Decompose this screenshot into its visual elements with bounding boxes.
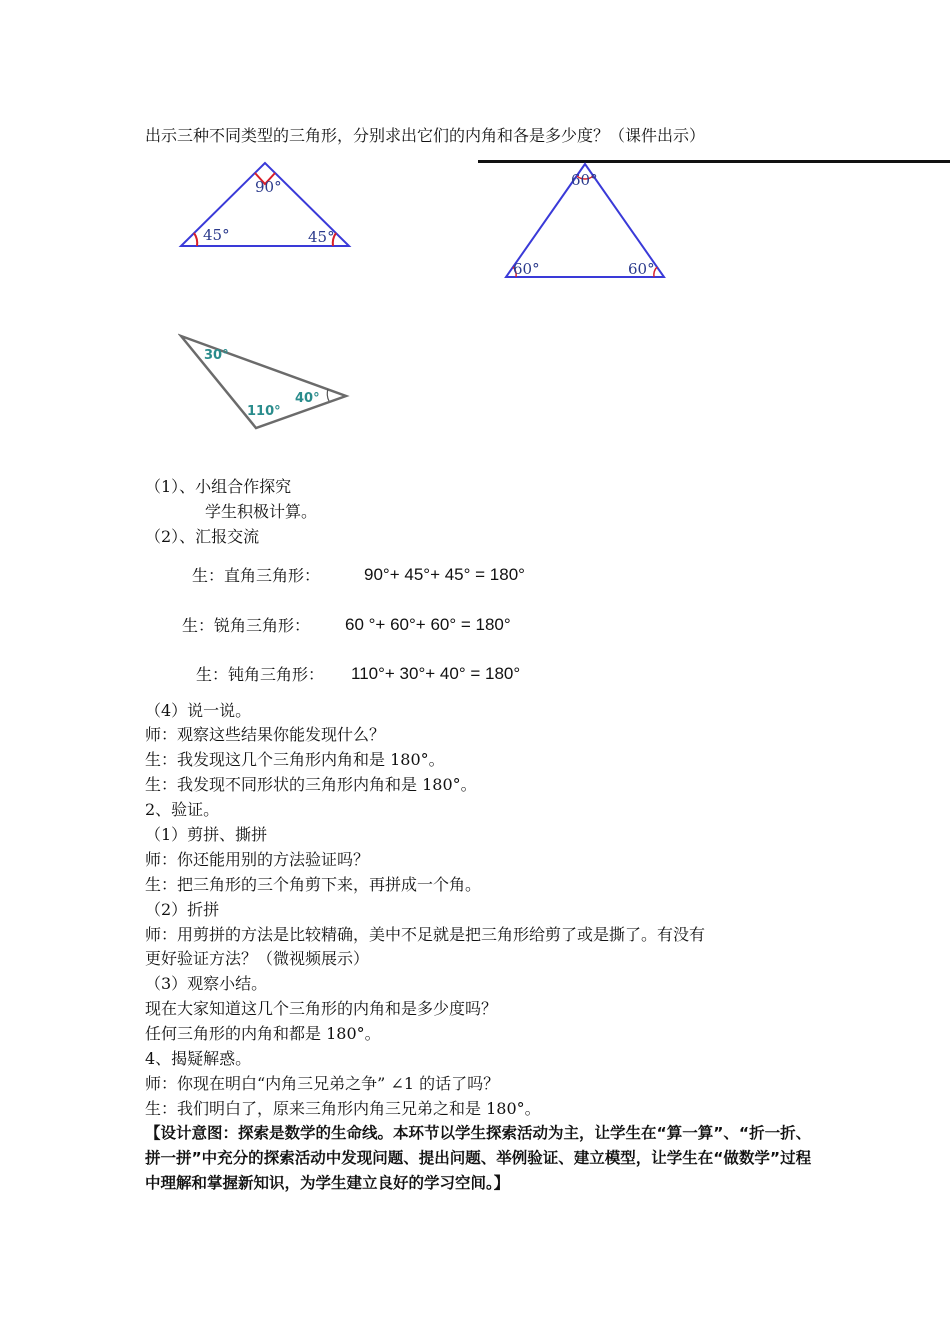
right-tri-top-label: 90° — [255, 178, 282, 196]
line-4: （4）说一说。 — [145, 701, 252, 720]
obtuse-triangle-figure — [178, 332, 350, 432]
line-2: 学生积极计算。 — [205, 502, 318, 521]
line-11: 生：把三角形的三个角剪下来，再拼成一个角。 — [145, 875, 482, 894]
right-tri-left-label: 45° — [203, 226, 230, 244]
eq2-label: 生：锐角三角形： — [182, 616, 311, 635]
eq3-label: 生：钝角三角形： — [196, 665, 325, 684]
acute-left-label: 60° — [513, 260, 540, 278]
eq2-expression: 60 °+ 60°+ 60° = 180° — [345, 615, 511, 634]
acute-triangle-figure — [498, 160, 670, 282]
line-20: 生：我们明白了，原来三角形内角三兄弟之和是 180°。 — [145, 1099, 541, 1118]
line-7: 生：我发现不同形状的三角形内角和是 180°。 — [145, 775, 477, 794]
line-16: 现在大家知道这几个三角形的内角和是多少度吗？ — [145, 999, 498, 1018]
line-5: 师：观察这些结果你能发现什么？ — [145, 725, 386, 744]
intro-text: 出示三种不同类型的三角形，分别求出它们的内角和各是多少度？（课件出示） — [145, 126, 706, 145]
line-14: 更好验证方法？（微视频展示） — [145, 949, 370, 968]
obtuse-label-30: 30° — [204, 348, 229, 363]
eq1-label: 生：直角三角形： — [192, 566, 321, 585]
line-15: （3）观察小结。 — [145, 974, 268, 993]
design-intent-paragraph: 【设计意图：探索是数学的生命线。本环节以学生探索活动为主，让学生在“算一算”、“折一折、拼一拼”中充分的探索活动中发现问题、提出问题、举例验证、建立模型，让学生在“做数学”过程中理解和掌握新知识，为学生建立良好的学习空间。】 — [145, 1124, 812, 1192]
line-12: （2）折拼 — [145, 900, 220, 919]
line-19: 师：你现在明白“内角三兄弟之争” ∠1 的话了吗？ — [145, 1074, 500, 1093]
left-angle-arc — [194, 233, 197, 246]
acute-top-label: 60° — [571, 171, 598, 189]
line-3: （2）、汇报交流 — [145, 527, 260, 546]
line-8: 2、验证。 — [145, 800, 220, 819]
line-9: （1）剪拼、撕拼 — [145, 825, 268, 844]
line-18: 4、揭疑解惑。 — [145, 1049, 252, 1068]
acute-right-label: 60° — [628, 260, 655, 278]
eq3-expression: 110°+ 30°+ 40° = 180° — [351, 664, 521, 683]
line-10: 师：你还能用别的方法验证吗？ — [145, 850, 370, 869]
right-triangle-figure — [175, 160, 355, 252]
line-17: 任何三角形的内角和都是 180°。 — [145, 1024, 381, 1043]
line-13: 师：用剪拼的方法是比较精确，美中不足就是把三角形给剪了或是撕了。有没有 — [145, 925, 706, 944]
line-1: （1）、小组合作探究 — [145, 477, 292, 496]
line-6: 生：我发现这几个三角形内角和是 180°。 — [145, 750, 445, 769]
obtuse-label-40: 40° — [295, 391, 320, 406]
right-tri-right-label: 45° — [308, 228, 335, 246]
eq1-expression: 90°+ 45°+ 45° = 180° — [364, 565, 525, 584]
obtuse-label-110: 110° — [247, 404, 281, 419]
